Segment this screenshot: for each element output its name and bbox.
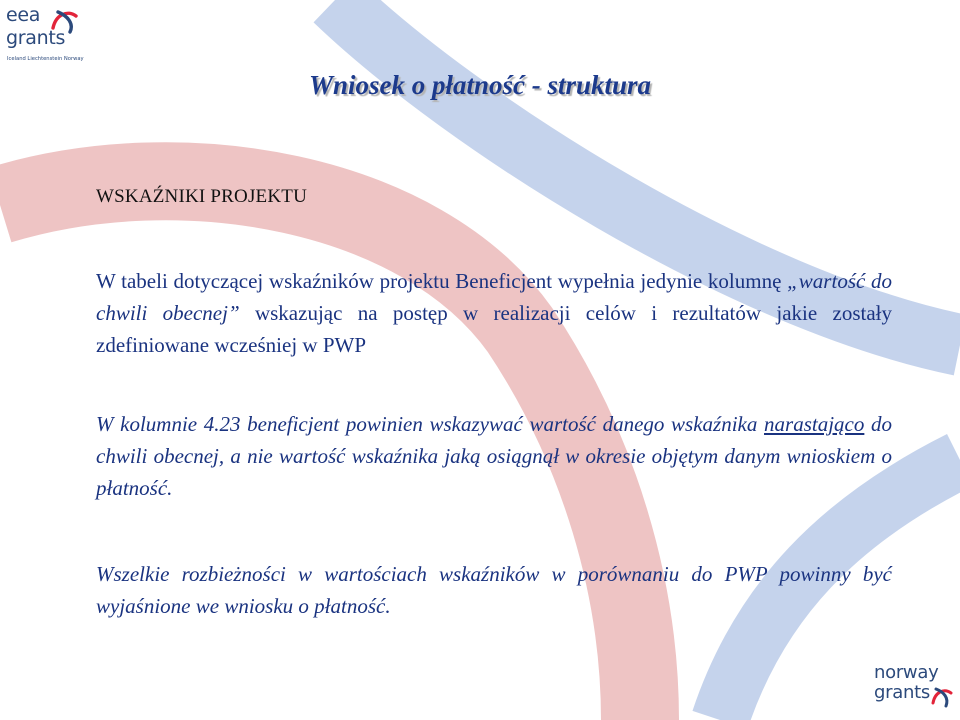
norway-grants-logo <box>874 664 956 716</box>
logo-word-norway: norway <box>874 662 939 683</box>
paragraph-discrepancies: Wszelkie rozbieżności w wartościach wskaźników w porównaniu do PWP powinny być wyjaśnione we wniosku o płatność. <box>96 562 892 618</box>
logo-word-grants-norway: grants <box>874 682 930 703</box>
paragraph1-text-end: wskazując na postęp w realizacji celów i rezultatów jakie zostały zdefiniowane wcześniej w PWP <box>96 301 892 357</box>
paragraph-instructions <box>96 265 892 361</box>
eea-symbol-icon <box>50 8 80 34</box>
logo-word-grants: grants <box>6 27 66 49</box>
logo-tagline: Iceland Liechtenstein Norway <box>7 56 84 62</box>
logo-word-eea: eea <box>6 4 41 26</box>
paragraph2-text-end: do chwili obecnej, a nie wartość wskaźnika jaką osiągnął w okresie objętym danym wnioskiem o płatność. <box>96 412 892 500</box>
norway-symbol-icon <box>930 686 954 708</box>
eea-grants-logo <box>6 6 86 68</box>
column-name-italic: „wartość do chwili obecnej” <box>96 269 893 325</box>
paragraph-column-note <box>96 408 892 504</box>
slide-title: Wniosek o płatność - struktura <box>308 70 652 100</box>
paragraph1-text-start: W tabeli dotyczącej wskaźników projektu Beneficjent wypełnia jedynie kolumnę <box>96 269 788 293</box>
cumulative-emphasis: narastająco <box>764 412 865 436</box>
paragraph2-text-start: W kolumnie 4.23 beneficjent powinien wskazywać wartość danego wskaźnika <box>96 412 765 436</box>
section-heading: WSKAŹNIKI PROJEKTU <box>96 186 308 207</box>
